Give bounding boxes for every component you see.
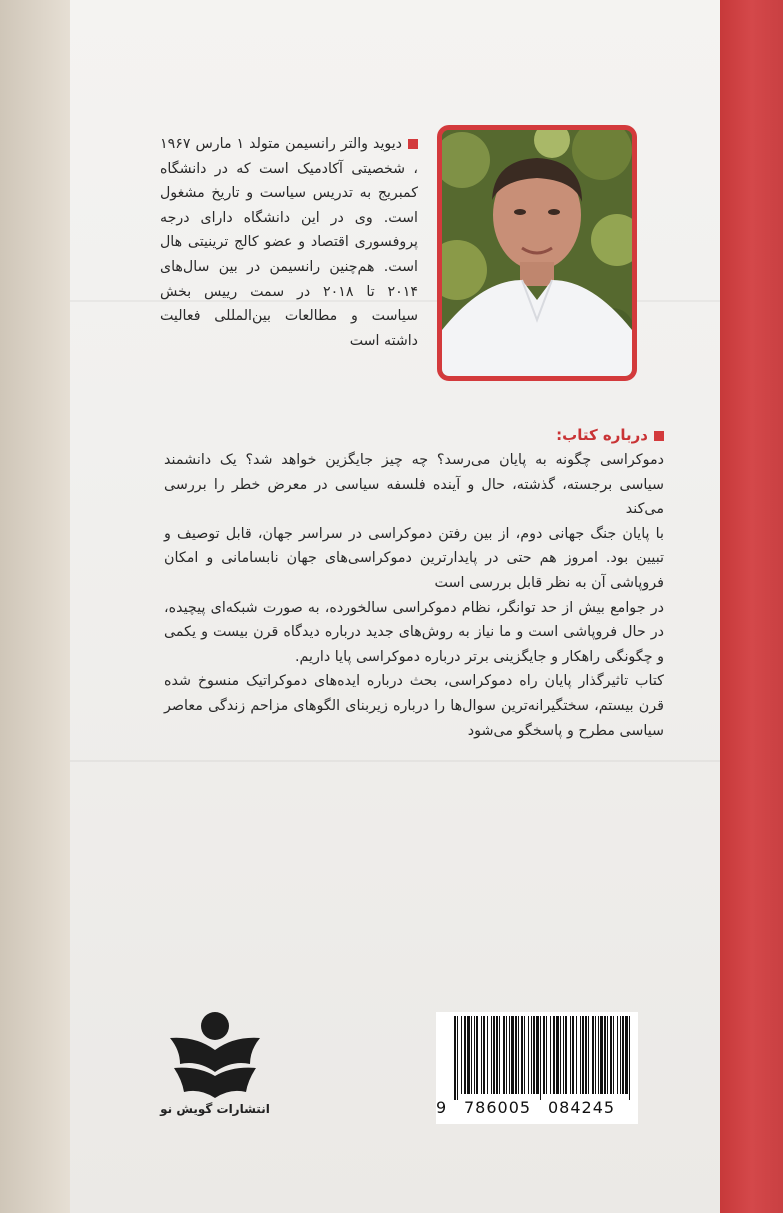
barcode-bar	[546, 1016, 547, 1094]
barcode-bar	[461, 1016, 462, 1094]
barcode-bar	[625, 1016, 628, 1094]
barcode-bar	[506, 1016, 507, 1094]
barcode-bar	[582, 1016, 584, 1094]
publisher-logo	[160, 1010, 270, 1130]
barcode-bar	[565, 1016, 567, 1094]
barcode-bar	[563, 1016, 564, 1094]
barcode-digits	[436, 1098, 638, 1122]
barcode-bar	[536, 1016, 539, 1094]
barcode-bar	[588, 1016, 589, 1094]
barcode-bar	[572, 1016, 574, 1094]
about-paragraph: دموکراسی چگونه به پایان می‌رسد؟ چه چیز جایگزین خواهد شد؟ یک دانشمند سیاسی برجسته، گذشته، حال و آینده فلسفه سیاسی در معرض خطر را بررسی می‌کند	[164, 452, 664, 518]
barcode-bar	[454, 1016, 456, 1100]
barcode-bar	[467, 1016, 470, 1094]
barcode-bar	[553, 1016, 555, 1094]
barcode-bar	[471, 1016, 472, 1094]
isbn-barcode	[436, 1012, 638, 1124]
barcode-bar	[496, 1016, 498, 1094]
barcode-bar	[515, 1016, 517, 1094]
barcode-bar	[483, 1016, 485, 1094]
barcode-bar	[509, 1016, 510, 1094]
barcode-bar	[491, 1016, 492, 1094]
barcode-bar	[600, 1016, 603, 1094]
barcode-digit-group-1: 786005	[464, 1098, 532, 1117]
barcode-bar	[457, 1016, 458, 1100]
barcode-bars	[436, 1012, 638, 1100]
author-portrait-illustration	[442, 130, 632, 376]
barcode-bar	[474, 1016, 475, 1094]
square-bullet-icon	[654, 431, 664, 441]
barcode-bar	[518, 1016, 519, 1094]
barcode-bar	[610, 1016, 612, 1094]
barcode-bar	[580, 1016, 581, 1094]
barcode-bar	[622, 1016, 624, 1094]
barcode-bar	[556, 1016, 559, 1094]
barcode-bar	[595, 1016, 596, 1094]
author-bio	[160, 132, 418, 353]
barcode-bar	[592, 1016, 594, 1094]
barcode-bar	[607, 1016, 608, 1094]
background-surface	[0, 0, 70, 1213]
barcode-bar	[528, 1016, 529, 1094]
barcode-bar	[524, 1016, 525, 1094]
author-photo	[437, 125, 637, 381]
publisher-name: انتشارات گویش نو	[160, 1102, 270, 1116]
barcode-bar	[598, 1016, 599, 1094]
book-reader-logo-icon	[160, 1010, 270, 1100]
barcode-bar	[560, 1016, 561, 1094]
barcode-bar	[476, 1016, 478, 1094]
barcode-bar	[531, 1016, 532, 1094]
square-bullet-icon	[408, 139, 418, 149]
barcode-first-digit: 9	[436, 1098, 447, 1117]
about-paragraph: با پایان جنگ جهانی دوم، از بین رفتن دموکراسی در سراسر جهان، قابل توصیف و تبیین بود. امروز هم حتی در پایدارترین دموکراسی‌های جهان نابسامانی و امکان فروپاشی آن به نظر قابل بررسی است	[164, 525, 664, 591]
barcode-bar	[550, 1016, 551, 1094]
barcode-bar	[576, 1016, 577, 1094]
barcode-bar	[629, 1016, 630, 1100]
barcode-bar	[493, 1016, 495, 1094]
barcode-bar	[543, 1016, 545, 1094]
author-bio-text: دیوید والتر رانسیمن متولد ۱ مارس ۱۹۶۷ ، شخصیتی آکادمیک است که در دانشگاه کمبریج به تدریس سیاست و تاریخ مشغول است. وی در این دانشگاه دارای درجه پروفسوری اقتصاد و عضو کالج ترینیتی هال است. هم‌چنین رانسیمن در بین سال‌های ۲۰۱۴ تا ۲۰۱۸ در سمت رییس بخش سیاست و مطالعات بین‌المللی فعالیت داشته است	[160, 136, 419, 349]
barcode-bar	[511, 1016, 514, 1094]
barcode-bar	[613, 1016, 614, 1094]
cover-crease	[70, 760, 720, 762]
barcode-bar	[487, 1016, 488, 1094]
about-paragraph: کتاب تاثیرگذار پایان راه دموکراسی، بحث درباره ایده‌های دموکراتیک منسوخ شده قرن بیستم، سختگیرانه‌ترین سوال‌ها را درباره زیربنای الگوهای مزاحم زندگی معاصر سیاسی مطرح و پاسخگو می‌شود	[164, 673, 664, 739]
barcode-bar	[570, 1016, 571, 1094]
about-paragraph: در جوامع بیش از حد توانگر، نظام دموکراسی سالخورده، به صورت شبکه‌ای پیچیده، در حال فروپاشی است و ما نیاز به روش‌های جدید درباره دیدگاه قرن بیست و یکمی و چگونگی راهکار و جایگزینی برتر درباره دموکراسی پایا داریم.	[164, 599, 664, 665]
barcode-bar	[620, 1016, 621, 1094]
barcode-bar	[585, 1016, 587, 1094]
cover-red-edge	[720, 0, 783, 1213]
barcode-digit-group-2: 084245	[548, 1098, 616, 1117]
barcode-bar	[499, 1016, 500, 1094]
barcode-bar	[604, 1016, 606, 1094]
barcode-bar	[503, 1016, 505, 1094]
barcode-bar	[540, 1016, 541, 1100]
barcode-bar	[521, 1016, 523, 1094]
barcode-bar	[617, 1016, 618, 1094]
about-book-body	[164, 448, 664, 743]
barcode-bar	[481, 1016, 482, 1094]
barcode-bar	[533, 1016, 535, 1094]
about-book-title: درباره کتاب:	[556, 426, 648, 444]
about-book-heading	[536, 426, 664, 444]
barcode-bar	[464, 1016, 466, 1094]
